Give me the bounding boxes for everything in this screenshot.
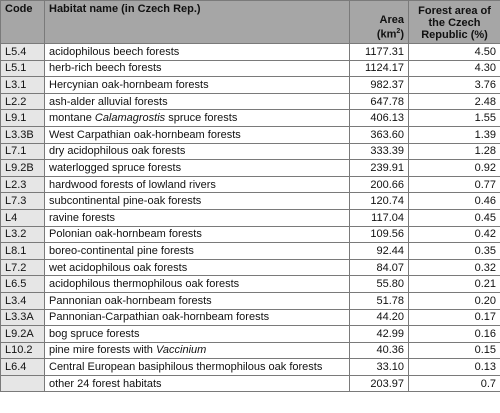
- forest-area-percent: 0.77: [409, 176, 500, 193]
- habitat-area: 333.39: [350, 143, 409, 160]
- habitat-code: L7.3: [1, 193, 45, 210]
- habitat-code: L10.2: [1, 342, 45, 359]
- habitat-code: L5.4: [1, 44, 45, 61]
- habitat-code: L8.1: [1, 243, 45, 260]
- forest-area-percent: 1.55: [409, 110, 500, 127]
- habitat-code: L9.2A: [1, 326, 45, 343]
- habitat-area: 55.80: [350, 276, 409, 293]
- forest-area-percent: 1.28: [409, 143, 500, 160]
- habitat-area: 239.91: [350, 160, 409, 177]
- habitat-name: bog spruce forests: [45, 326, 350, 343]
- forest-area-percent: 0.7: [409, 375, 500, 392]
- table-row: [1, 126, 500, 143]
- forest-area-percent: 2.48: [409, 93, 500, 110]
- habitat-code: L3.4: [1, 292, 45, 309]
- habitat-name: subcontinental pine-oak forests: [45, 193, 350, 210]
- table-row: [1, 193, 500, 210]
- habitat-name: other 24 forest habitats: [45, 375, 350, 392]
- header-code: Code: [1, 1, 45, 44]
- table-row: [1, 60, 500, 77]
- habitat-area: 117.04: [350, 209, 409, 226]
- forest-area-percent: 3.76: [409, 77, 500, 94]
- table-row: [1, 44, 500, 61]
- table-row: [1, 143, 500, 160]
- table-row: [1, 243, 500, 260]
- habitat-name: acidophilous beech forests: [45, 44, 350, 61]
- forest-area-percent: 0.45: [409, 209, 500, 226]
- habitat-area: 406.13: [350, 110, 409, 127]
- habitat-code: L3.1: [1, 77, 45, 94]
- habitat-code: L4: [1, 209, 45, 226]
- habitat-area: 92.44: [350, 243, 409, 260]
- header-forest-area-pct: Forest area of the Czech Republic (%): [409, 1, 500, 44]
- habitat-name: waterlogged spruce forests: [45, 160, 350, 177]
- table-row: [1, 292, 500, 309]
- habitat-name: montane Calamagrostis spruce forests: [45, 110, 350, 127]
- habitat-code: [1, 375, 45, 392]
- habitat-code: L5.1: [1, 60, 45, 77]
- forest-area-percent: 0.42: [409, 226, 500, 243]
- habitat-area: 203.97: [350, 375, 409, 392]
- habitat-name: acidophilous thermophilous oak forests: [45, 276, 350, 293]
- table-row: [1, 342, 500, 359]
- table-header-row: [1, 1, 500, 44]
- habitat-name: herb-rich beech forests: [45, 60, 350, 77]
- habitat-area: 363.60: [350, 126, 409, 143]
- habitat-name: dry acidophilous oak forests: [45, 143, 350, 160]
- habitat-name: ravine forests: [45, 209, 350, 226]
- habitat-name: boreo-continental pine forests: [45, 243, 350, 260]
- forest-area-percent: 0.20: [409, 292, 500, 309]
- habitat-name: Polonian oak-hornbeam forests: [45, 226, 350, 243]
- header-area: Area $(km^2)$: [350, 1, 409, 44]
- header-habitat-name: Habitat name (in Czech Rep.): [45, 1, 350, 44]
- table-row: [1, 110, 500, 127]
- habitat-code: L7.2: [1, 259, 45, 276]
- table-row: [1, 93, 500, 110]
- habitat-area: 44.20: [350, 309, 409, 326]
- forest-area-percent: 0.35: [409, 243, 500, 260]
- habitat-name: Central European basiphilous thermophilous oak forests: [45, 359, 350, 376]
- table-row: [1, 209, 500, 226]
- forest-area-percent: 4.30: [409, 60, 500, 77]
- forest-area-percent: 0.13: [409, 359, 500, 376]
- forest-area-percent: 0.21: [409, 276, 500, 293]
- habitat-code: L6.4: [1, 359, 45, 376]
- habitat-name: Pannonian oak-hornbeam forests: [45, 292, 350, 309]
- forest-area-percent: 0.46: [409, 193, 500, 210]
- forest-area-percent: 0.16: [409, 326, 500, 343]
- table-row: [1, 326, 500, 343]
- habitat-area: 84.07: [350, 259, 409, 276]
- table-row: [1, 276, 500, 293]
- habitat-code: L2.3: [1, 176, 45, 193]
- habitat-area: 40.36: [350, 342, 409, 359]
- habitat-code: L7.1: [1, 143, 45, 160]
- table-row: [1, 226, 500, 243]
- habitat-area: 1177.31: [350, 44, 409, 61]
- table-row: [1, 259, 500, 276]
- habitat-name: Hercynian oak-hornbeam forests: [45, 77, 350, 94]
- habitat-area: 647.78: [350, 93, 409, 110]
- habitat-code: L3.2: [1, 226, 45, 243]
- habitat-code: L6.5: [1, 276, 45, 293]
- forest-area-percent: 0.32: [409, 259, 500, 276]
- table-row: [1, 160, 500, 177]
- table-row: [1, 77, 500, 94]
- forest-area-percent: 0.17: [409, 309, 500, 326]
- habitat-code: L2.2: [1, 93, 45, 110]
- habitat-area: 33.10: [350, 359, 409, 376]
- habitat-code: L9.1: [1, 110, 45, 127]
- habitat-name: hardwood forests of lowland rivers: [45, 176, 350, 193]
- table-row: [1, 375, 500, 392]
- habitat-name: ash-alder alluvial forests: [45, 93, 350, 110]
- habitat-code: L9.2B: [1, 160, 45, 177]
- habitat-name: pine mire forests with Vaccinium: [45, 342, 350, 359]
- forest-area-percent: 0.92: [409, 160, 500, 177]
- forest-area-percent: 1.39: [409, 126, 500, 143]
- habitat-area: 1124.17: [350, 60, 409, 77]
- habitat-name: wet acidophilous oak forests: [45, 259, 350, 276]
- forest-area-percent: 0.15: [409, 342, 500, 359]
- habitat-area: 982.37: [350, 77, 409, 94]
- habitat-code: L3.3A: [1, 309, 45, 326]
- table-row: [1, 309, 500, 326]
- table-row: [1, 176, 500, 193]
- habitat-area: 120.74: [350, 193, 409, 210]
- habitat-area: 51.78: [350, 292, 409, 309]
- habitat-area: 200.66: [350, 176, 409, 193]
- habitat-area: 109.56: [350, 226, 409, 243]
- habitat-code: L3.3B: [1, 126, 45, 143]
- habitat-name: Pannonian-Carpathian oak-hornbeam forests: [45, 309, 350, 326]
- table-row: [1, 359, 500, 376]
- habitat-name: West Carpathian oak-hornbeam forests: [45, 126, 350, 143]
- habitat-area: 42.99: [350, 326, 409, 343]
- forest-area-percent: 4.50: [409, 44, 500, 61]
